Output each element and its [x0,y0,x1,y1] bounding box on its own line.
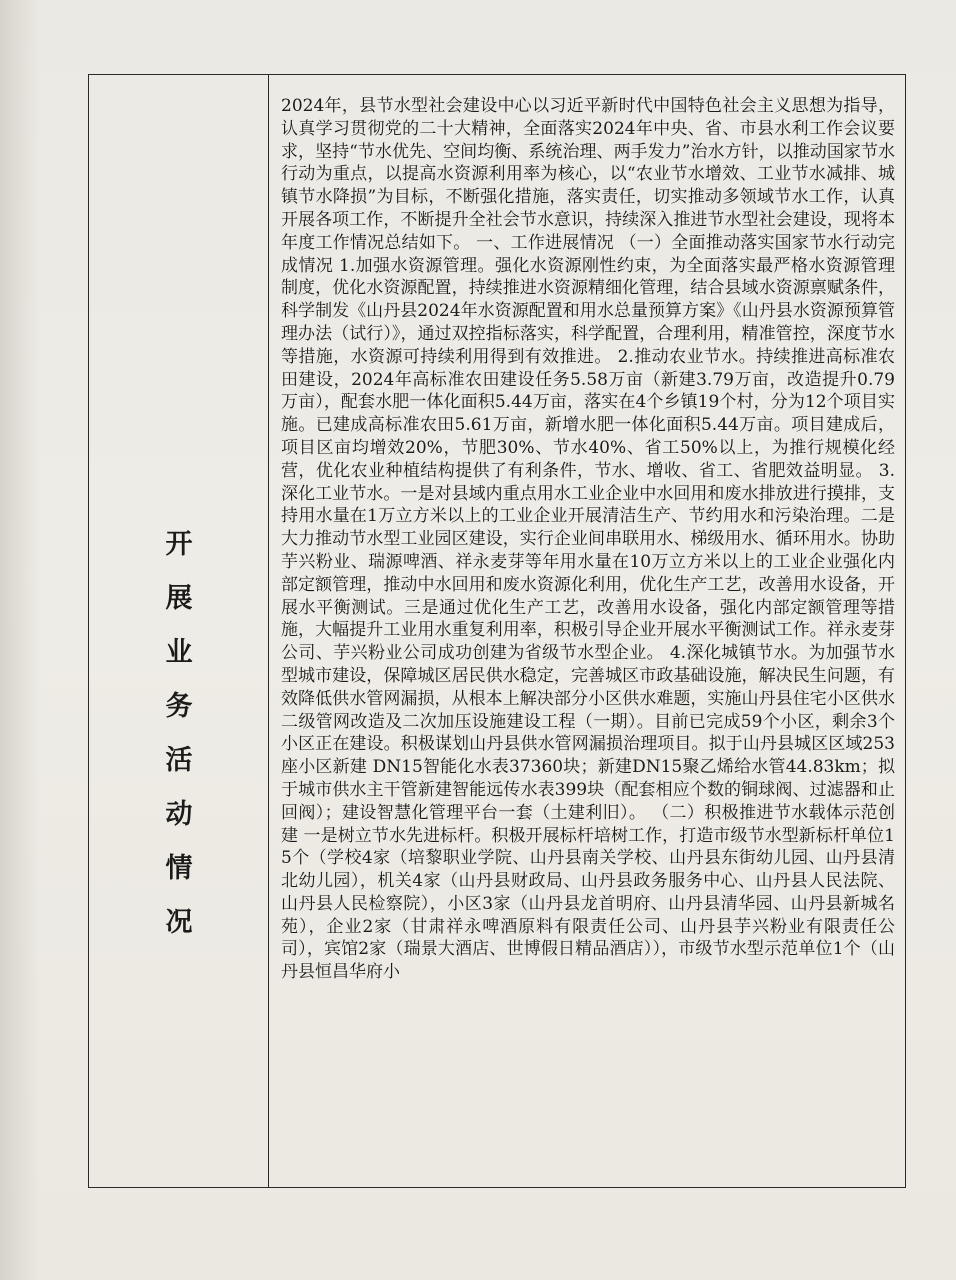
report-body-text: 2024年，县节水型社会建设中心以习近平新时代中国特色社会主义思想为指导，认真学习贯彻党的二十大精神，全面落实2024年中央、省、市县水利工作会议要求，坚持“节水优先、空间均衡、系统治理、两手发力”治水方针，以推动国家节水行动为重点，以提高水资源利用率为核心，以“农业节水增效、工业节水减排、城镇节水降损”为目标，不断强化措施，落实责任，切实推动多领域节水工作，认真开展各项工作，不断提升全社会节水意识，持续深入推进节水型社会建设，现将本年度工作情况总结如下。 一、工作进展情况 （一）全面推动落实国家节水行动完成情况 1.加强水资源管理。强化水资源刚性约束，为全面落实最严格水资源管理制度，优化水资源配置，持续推进水资源精细化管理，结合县域水资源禀赋条件，科学制发《山丹县2024年水资源配置和用水总量预算方案》《山丹县水资源预算管理办法（试行）》，通过双控指标落实，科学配置，合理利用，精准管控，深度节水等措施，水资源可持续利用得到有效推进。 2.推动农业节水。持续推进高标准农田建设，2024年高标准农田建设任务5.58万亩（新建3.79万亩，改造提升0.79万亩），配套水肥一体化面积5.44万亩，落实在4个乡镇19个村，分为12个项目实施。已建成高标准农田5.61万亩，新增水肥一体化面积5.44万亩。项目建成后，项目区亩均增效20%，节肥30%、节水40%、省工50%以上，为推行规模化经营，优化农业种植结构提供了有利条件，节水、增收、省工、省肥效益明显。 3.深化工业节水。一是对县域内重点用水工业企业中水回用和废水排放进行摸排，支持用水量在1万立方米以上的工业企业开展清洁生产、节约用水和污染治理。二是大力推动节水型工业园区建设，实行企业间串联用水、梯级用水、循环用水。协助芋兴粉业、瑞源啤酒、祥永麦芽等年用水量在10万立方米以上的工业企业强化内部定额管理，推动中水回用和废水资源化利用，优化生产工艺，改善用水设备，开展水平衡测试。三是通过优化生产工艺，改善用水设备，强化内部定额管理等措施，大幅提升工业用水重复利用率，积极引导企业开展水平衡测试工作。祥永麦芽公司、芋兴粉业公司成功创建为省级节水型企业。 4.深化城镇节水。为加强节水型城市建设，保障城区居民供水稳定，完善城区市政基础设施，解决民生问题，有效降低供水管网漏损，从根本上解决部分小区供水难题，实施山丹县住宅小区供水二级管网改造及二次加压设施建设工程（一期）。目前已完成59个小区，剩余3个小区正在建设。积极谋划山丹县供水管网漏损治理项目。拟于山丹县城区区域253座小区新建 DN15智能化水表37360块；新建DN15聚乙烯给水管44.83km；拟于城市供水主干管新建智能远传水表399块（配套相应个数的铜球阀、过滤器和止回阀）；建设智慧化管理平台一套（土建利旧）。 （二）积极推进节水载体示范创建 一是树立节水先进标杆。积极开展标杆培树工作，打造市级节水型新标杆单位15个（学校4家（培黎职业学院、山丹县南关学校、山丹县东街幼儿园、山丹县清北幼儿园），机关4家（山丹县财政局、山丹县政务服务中心、山丹县人民法院、山丹县人民检察院），小区3家（山丹县龙首明府、山丹县清华园、山丹县新城名苑），企业2家（甘肃祥永啤酒原料有限责任公司、山丹县芋兴粉业有限责任公司），宾馆2家（瑞景大酒店、世博假日精品酒店）），市级节水型示范单位1个（山丹县恒昌华府小 [281,96,895,983]
page-edge-shadow [0,0,40,1280]
form-table [88,74,906,1188]
content-column [269,75,905,1187]
section-label: 开展业务活动情况 [165,529,193,938]
label-column [89,75,269,1187]
